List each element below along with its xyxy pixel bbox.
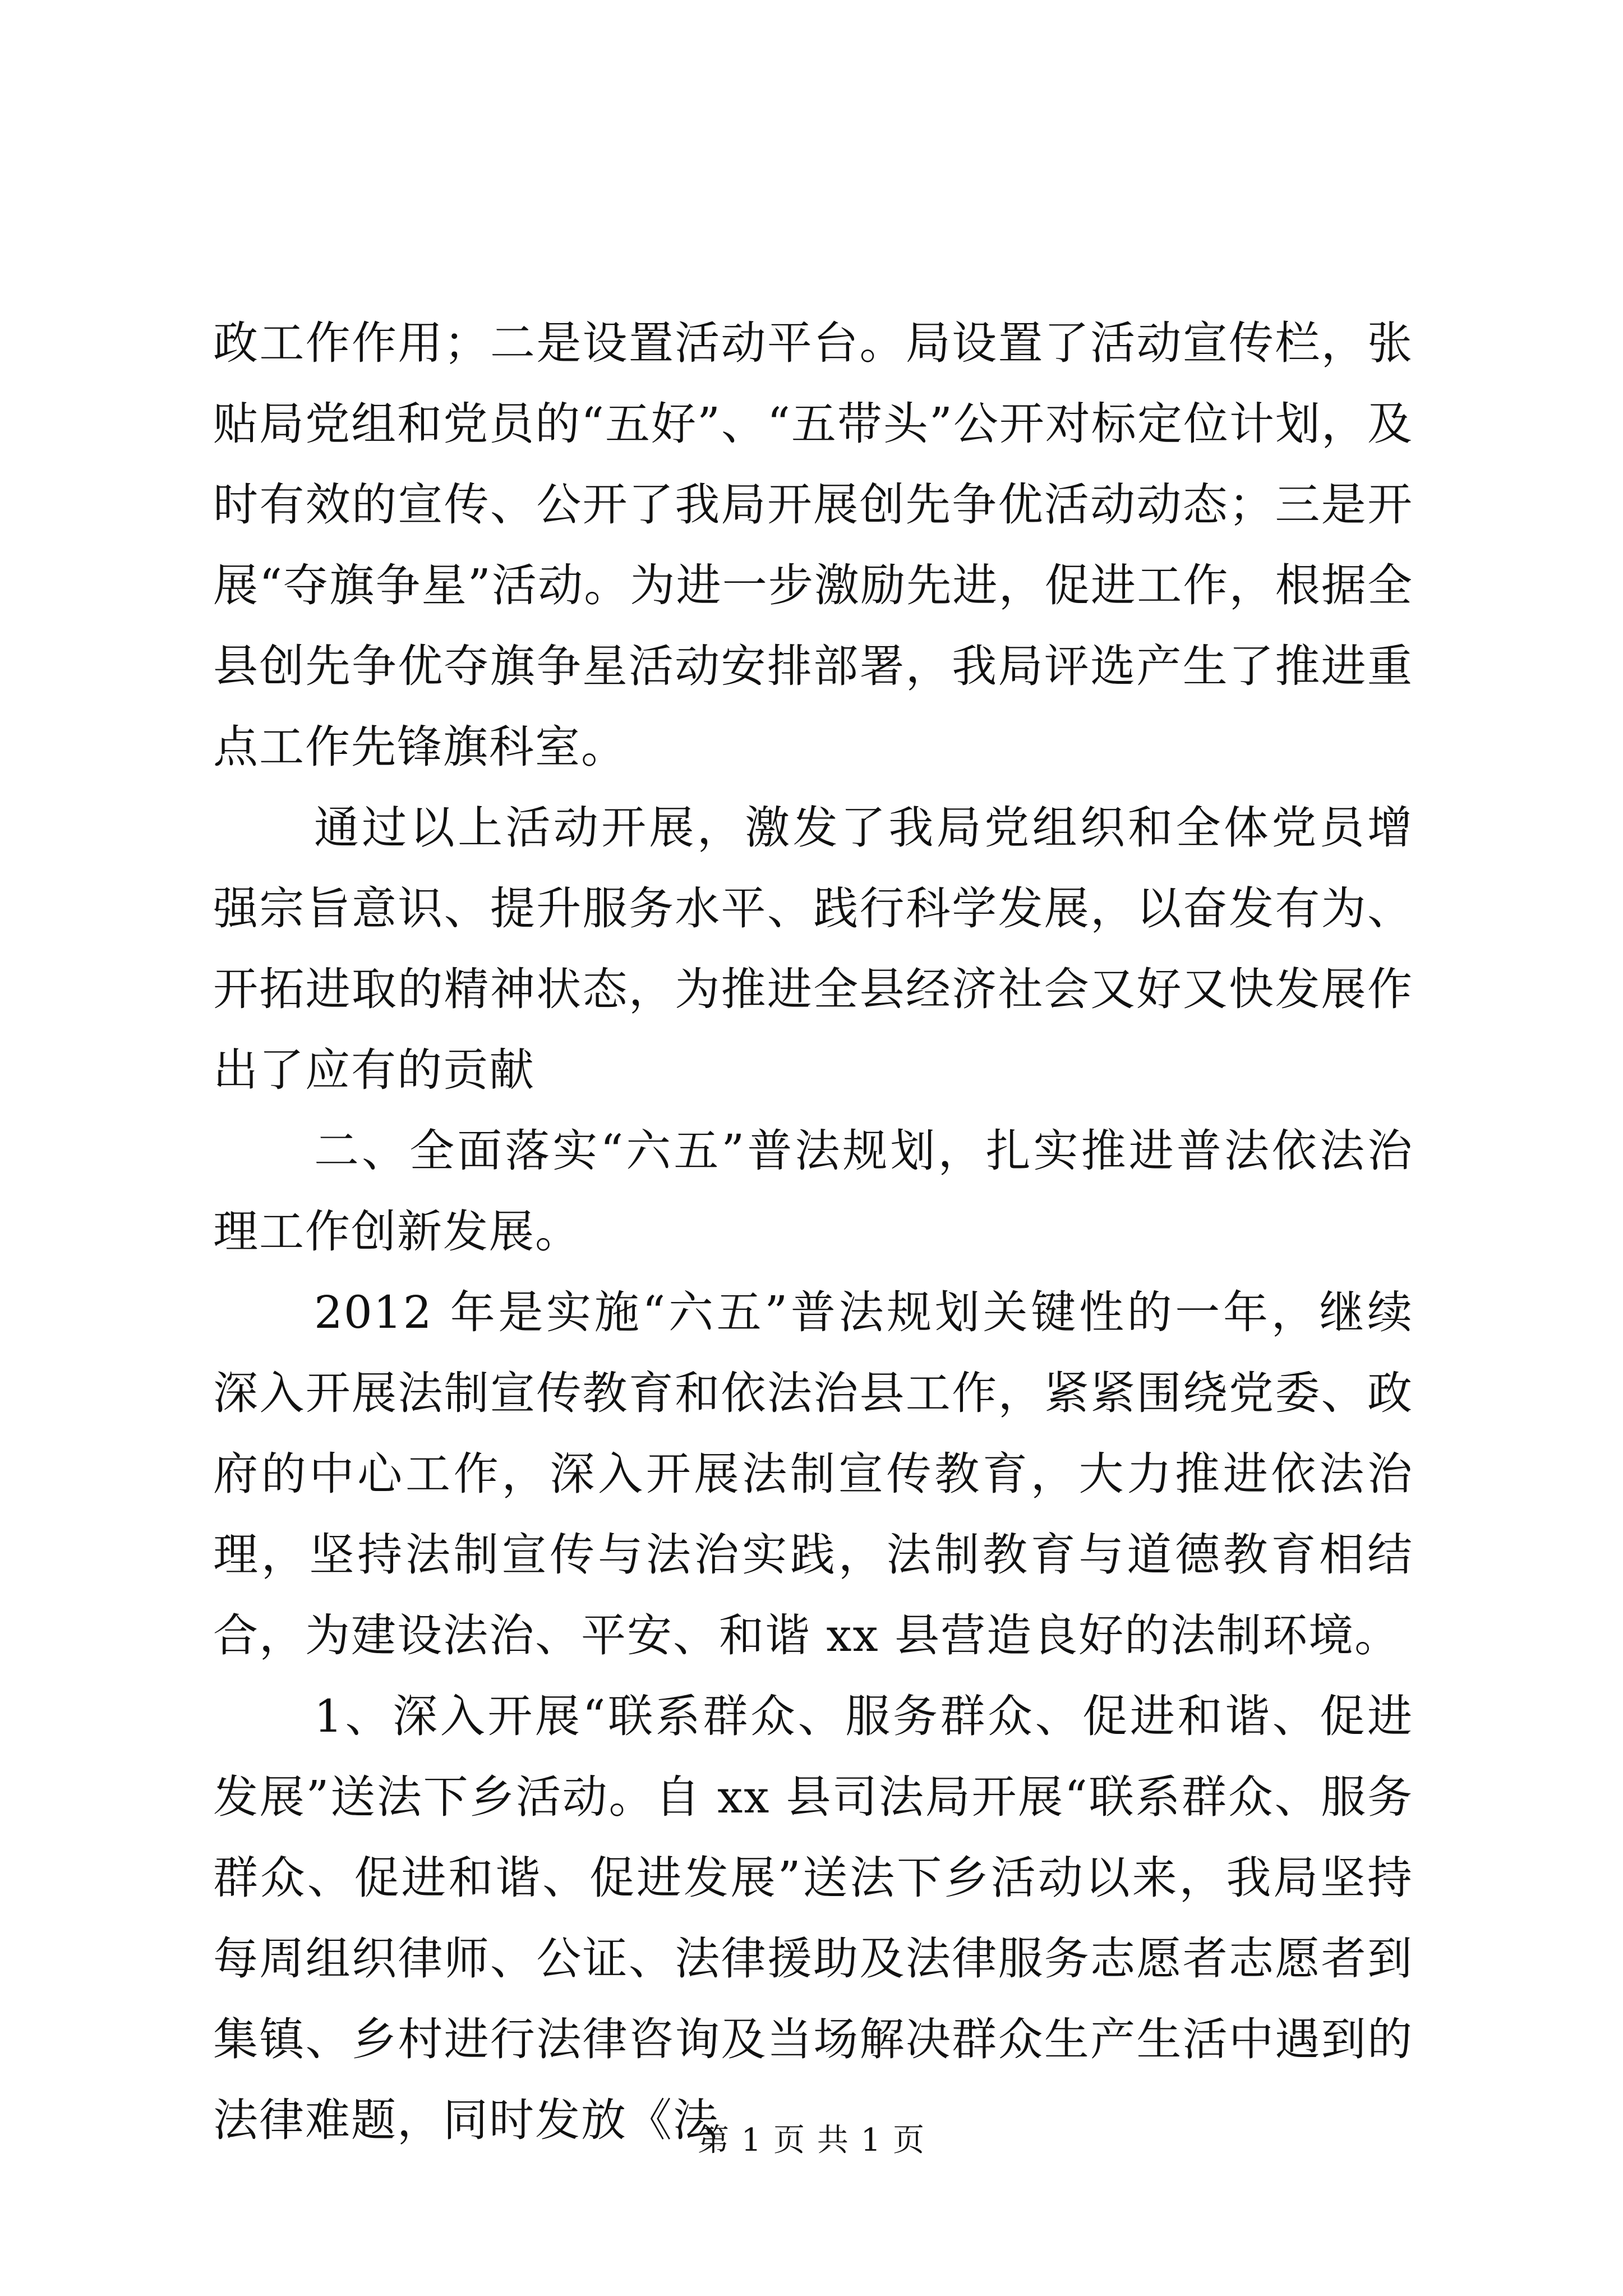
paragraph-2012-overview: 2012 年是实施“六五”普法规划关键性的一年，继续深入开展法制宣传教育和依法治县工作，紧紧围绕党委、政府的中心工作，深入开展法制宣传教育，大力推进依法治理，坚持法制宣传与法治实践，法制教育与道德教育相结合，为建设法治、平安、和谐 xx 县营造良好的法制环境。 — [213, 1286, 1413, 1662]
paragraph-continuation: 政工作作用；二是设置活动平台。局设置了活动宣传栏，张贴局党组和党员的“五好”、“五带头”公开对标定位计划，及时有效的宣传、公开了我局开展创先争优活动动态；三是开展“夺旗争星”活动。为进一步激励先进，促进工作，根据全县创先争优夺旗争星活动安排部署，我局评选产生了推进重点工作先锋旗科室。 — [213, 317, 1413, 773]
section-heading-two: 二、全面落实“六五”普法规划，扎实推进普法依法治理工作创新发展。 — [213, 1125, 1413, 1258]
paragraph-activity-summary: 通过以上活动开展，激发了我局党组织和全体党员增强宗旨意识、提升服务水平、践行科学发展，以奋发有为、开拓进取的精神状态，为推进全县经济社会又好又快发展作出了应有的贡献 — [213, 802, 1413, 1096]
page-footer: 第 1 页 共 1 页 — [697, 2122, 926, 2159]
paragraph-item-one: 1、深入开展“联系群众、服务群众、促进和谐、促进发展”送法下乡活动。自 xx 县司法局开展“联系群众、服务群众、促进和谐、促进发展”送法下乡活动以来，我局坚持每周组织律师、公证、法律援助及法律服务志愿者志愿者到集镇、乡村进行法律咨询及当场解决群众生产生活中遇到的法律难题，同时发放《法 — [213, 1690, 1413, 2146]
document-body — [213, 303, 1413, 2161]
